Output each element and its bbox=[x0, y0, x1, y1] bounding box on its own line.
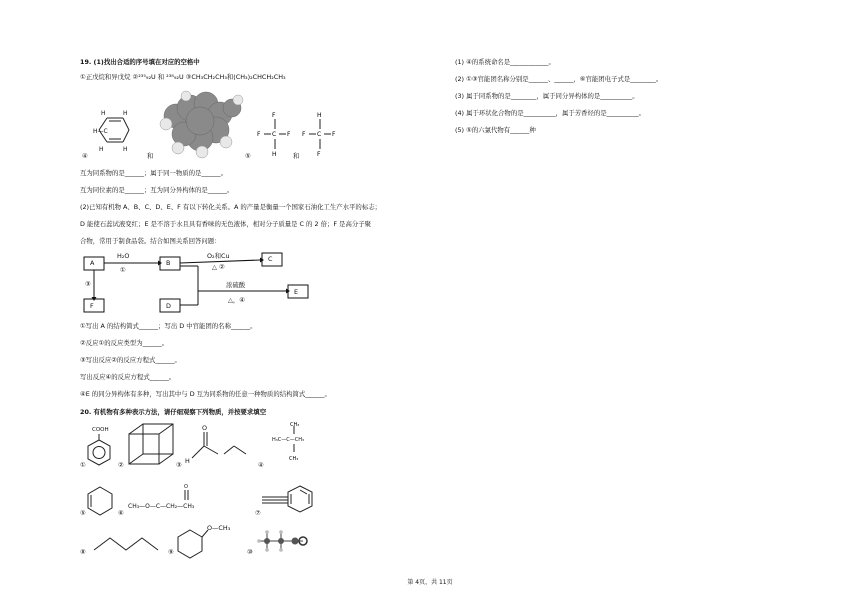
ester-double-bond bbox=[182, 490, 192, 502]
and-label-1: 和 bbox=[147, 152, 154, 160]
benzoic-acid-structure bbox=[86, 434, 116, 470]
svg-text:F: F bbox=[257, 131, 261, 138]
node-a: A bbox=[90, 259, 95, 267]
q19-answer-2: ②反应①的反应类型为______。 bbox=[80, 339, 169, 347]
pentane-zigzag-structure bbox=[92, 532, 162, 556]
item-3-label: ③ bbox=[176, 461, 182, 469]
item-2-label: ② bbox=[118, 461, 124, 469]
item-9-label: ⑨ bbox=[168, 548, 174, 556]
node-f: F bbox=[90, 302, 94, 310]
node-e: E bbox=[294, 288, 299, 296]
cyclic-diene-structure bbox=[85, 106, 145, 156]
q19-line-2: 互为同位素的是______；互为同分异构体的是______。 bbox=[80, 186, 234, 194]
right-q2: (2) ①③官能团名称分别是______、______，⑥官能团电子式是________。 bbox=[455, 75, 663, 83]
svg-text:H: H bbox=[123, 110, 128, 117]
svg-text:H—C: H—C bbox=[93, 128, 108, 135]
step-2-number: △ ② bbox=[212, 263, 225, 271]
q19-line-1: 互为同系物的是______；属于同一物质的是______。 bbox=[80, 169, 227, 177]
step-3-number: ③ bbox=[85, 280, 91, 288]
q19-items-line: ①正戊烷和异戊烷 ②²³⁵₉₂U 和 ²³⁸₉₂U ③CH₃CH₂CH₃和(CH₃)₂CHCH₂CH₃ bbox=[80, 73, 286, 81]
step-1-reagent: H₂O bbox=[117, 252, 130, 260]
item-4b-label: ④ bbox=[258, 461, 264, 469]
fluoro-methane-structure-1 bbox=[255, 110, 295, 160]
svg-text:H: H bbox=[123, 146, 128, 153]
cube-structure bbox=[125, 420, 175, 470]
svg-text:CH₃: CH₃ bbox=[290, 422, 300, 428]
phenylacetylene-structure bbox=[262, 482, 332, 518]
q19-answer-1: ①写出 A 的结构简式______；写出 D 中官能团的名称______。 bbox=[80, 322, 257, 330]
item-6-label: ⑥ bbox=[118, 509, 124, 517]
q20-header: 20. 有机物有多种表示方法，请仔细观察下列物质，并按要求填空 bbox=[80, 408, 267, 416]
ester-skeletal-structure bbox=[180, 422, 250, 468]
item-1-label: ① bbox=[80, 461, 86, 469]
q19-part2-b: D 能使石蕊试液变红；E 是不溶于水且具有香味的无色液体，相对分子质量是 C 的 2 倍；F 是高分子聚 bbox=[80, 220, 372, 228]
methoxy-label: O—CH₃ bbox=[207, 524, 231, 532]
right-q4: (4) 属于环状化合物的是__________，属于芳香烃的是__________。 bbox=[455, 109, 646, 117]
cyclohexene-structure bbox=[86, 484, 116, 520]
space-filling-model bbox=[156, 90, 246, 160]
fluoro-methane-structure-2 bbox=[300, 110, 340, 160]
tert-butyl-row: H₃C—C—CH₃ bbox=[272, 437, 305, 443]
svg-text:H: H bbox=[101, 110, 106, 117]
methyl-propanoate: CH₃—O—C—CH₂—CH₃ bbox=[128, 503, 195, 510]
svg-text:CH₃: CH₃ bbox=[289, 456, 299, 462]
item-5b-label: ⑤ bbox=[80, 509, 86, 517]
svg-text:C: C bbox=[317, 131, 322, 138]
q19-answer-5: ④E 的同分异构体有多种，写出其中与 D 互为同系物的任意一种物质的结构简式______。 bbox=[80, 390, 331, 398]
cooh-label: COOH bbox=[92, 427, 109, 433]
step-4-reagent: 浓硫酸 bbox=[226, 281, 246, 289]
item-8-label: ⑧ bbox=[80, 548, 86, 556]
svg-text:H: H bbox=[99, 146, 104, 153]
ester-o-top: O bbox=[202, 424, 208, 432]
and-label-2: 和 bbox=[293, 152, 300, 160]
step-4-number: △，④ bbox=[228, 296, 246, 304]
svg-text:H: H bbox=[317, 112, 322, 119]
svg-text:H: H bbox=[272, 151, 277, 158]
svg-text:F: F bbox=[287, 131, 291, 138]
q19-part2-a: (2)已知有机物 A、B、C、D、E、F 有以下转化关系。A 的产量是衡量一个国家石油化工生产水平的标志； bbox=[80, 203, 381, 211]
svg-text:C: C bbox=[272, 131, 277, 138]
reaction-diagram bbox=[80, 248, 320, 318]
q19-header: 19. (1)找出合适的序号填在对应的空格中 bbox=[80, 58, 200, 66]
svg-text:F: F bbox=[317, 151, 321, 158]
node-c: C bbox=[268, 255, 273, 263]
step-1-number: ① bbox=[120, 266, 126, 274]
item-10-label: ⑩ bbox=[247, 548, 253, 556]
item-5-label: ⑤ bbox=[245, 152, 251, 160]
page-footer: 第 4页，共 11页 bbox=[407, 579, 453, 586]
svg-text:F: F bbox=[332, 131, 336, 138]
ester-h: H bbox=[185, 457, 190, 465]
ball-stick-model bbox=[253, 528, 313, 558]
step-2-reagent: O₂和Cu bbox=[207, 252, 230, 260]
node-d: D bbox=[166, 302, 171, 310]
q19-part2-c: 合物，常用于制食品袋。结合如图关系回答问题： bbox=[80, 237, 221, 245]
q19-answer-3: ③写出反应②的反应方程式______。 bbox=[80, 356, 181, 364]
q19-answer-4: 写出反应④的反应方程式______。 bbox=[80, 373, 176, 381]
right-q1: (1) ④的系统命名是____________。 bbox=[455, 58, 555, 66]
node-b: B bbox=[166, 259, 171, 267]
right-q5: (5) ⑤的六氯代物有______种 bbox=[455, 126, 536, 134]
item-4-label: ④ bbox=[82, 152, 88, 160]
right-q3: (3) 属于同系物的是________，属于同分异构体的是__________。 bbox=[455, 92, 639, 100]
svg-text:F: F bbox=[272, 112, 276, 119]
ester-o-mid: O bbox=[184, 484, 188, 490]
item-7-label: ⑦ bbox=[255, 509, 261, 517]
svg-text:F: F bbox=[302, 131, 306, 138]
